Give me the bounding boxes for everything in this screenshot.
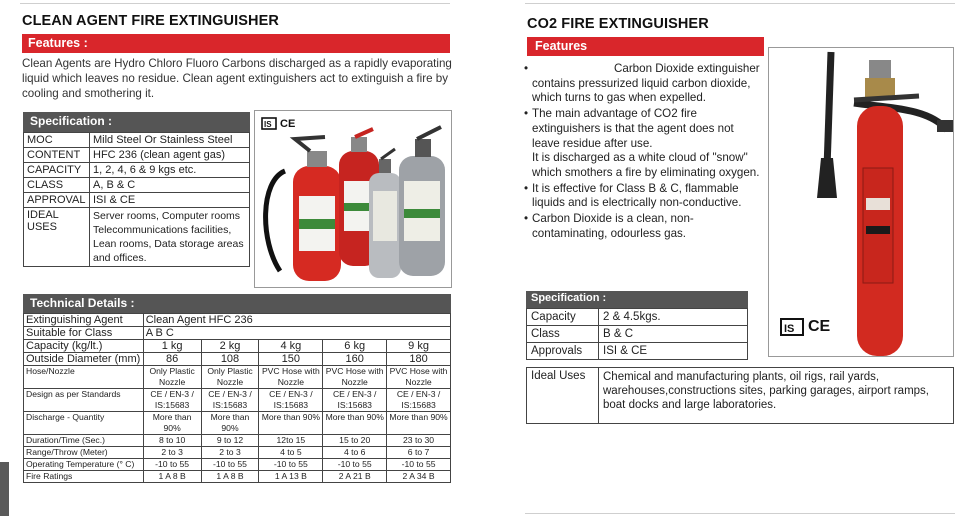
- clean-agent-technical-header: Technical Details :: [23, 294, 451, 313]
- tech-cell: -10 to 55: [143, 459, 201, 471]
- co2-feature-text: Carbon Dioxide is a clean, non-contaminating, odourless gas.: [532, 212, 694, 240]
- tech-cell: 23 to 30: [387, 435, 451, 447]
- tech-cell: -10 to 55: [387, 459, 451, 471]
- co2-feature-text: It is discharged as a white cloud of "snow" which smothers a fire by eliminating oxygen.: [532, 151, 760, 179]
- clean-agent-spec-header: Specification :: [23, 112, 250, 132]
- co2-ideal-uses-value: Chemical and manufacturing plants, oil rigs, rail yards, warehouses,constructions sites, parking garages, airport ramps, boat docks and large laboratories.: [599, 368, 954, 424]
- tech-row: [24, 435, 451, 447]
- top-divider-right: [525, 3, 955, 4]
- tech-cell: -10 to 55: [323, 459, 387, 471]
- spec-row-label: MOC: [24, 133, 90, 148]
- tech-cell: CE / EN-3 / IS:15683: [259, 389, 323, 412]
- clean-agent-photo: [254, 110, 452, 288]
- spec-row-value: ISI & CE: [90, 193, 250, 208]
- co2-spec-block: [526, 291, 748, 360]
- bullet-icon: •: [524, 107, 529, 121]
- tech-cell: 1 kg: [143, 340, 201, 353]
- clean-agent-technical-block: [23, 294, 451, 483]
- isi-mark-icon: [780, 318, 804, 336]
- co2-feature-item: [524, 212, 762, 241]
- tech-agent-value: Clean Agent HFC 236: [143, 314, 450, 327]
- tech-cell: PVC Hose with Nozzle: [387, 366, 451, 389]
- tech-cell: 9 to 12: [201, 435, 259, 447]
- co2-feature-text: It is effective for Class B & C, flammable liquids and is electrically non-conductive.: [532, 181, 742, 210]
- tech-cell: 4 kg: [259, 340, 323, 353]
- tech-row-label: Outside Diameter (mm): [24, 353, 144, 366]
- co2-spec-value: ISI & CE: [599, 343, 748, 360]
- tech-cell: 108: [201, 353, 259, 366]
- spec-row: [24, 178, 250, 193]
- spec-row-label: CAPACITY: [24, 163, 90, 178]
- tech-cell: 1 A 8 B: [143, 471, 201, 483]
- spec-row-value: Mild Steel Or Stainless Steel: [90, 133, 250, 148]
- tech-cell: 1 A 13 B: [259, 471, 323, 483]
- tech-row-label: Capacity (kg/lt.): [24, 340, 144, 353]
- tech-cell: 180: [387, 353, 451, 366]
- spec-row: [24, 208, 250, 267]
- tech-row-class: [24, 327, 451, 340]
- tech-cell: 2 to 3: [143, 447, 201, 459]
- co2-spec-row: [527, 343, 748, 360]
- clean-agent-title: CLEAN AGENT FIRE EXTINGUISHER: [22, 13, 279, 29]
- tech-row-label: Discharge - Quantity: [24, 412, 144, 435]
- co2-cert-marks: [780, 318, 830, 336]
- tech-row: [24, 459, 451, 471]
- spec-row-value: A, B & C: [90, 178, 250, 193]
- tech-row-label: Range/Throw (Meter): [24, 447, 144, 459]
- co2-spec-value: 2 & 4.5kgs.: [599, 309, 748, 326]
- tech-cell: 8 to 10: [143, 435, 201, 447]
- co2-ce-mark: CE: [808, 318, 831, 335]
- clean-agent-ce-mark: CE: [280, 117, 296, 130]
- co2-title: CO2 FIRE EXTINGUISHER: [527, 16, 709, 32]
- tech-cell: CE / EN-3 / IS:15683: [201, 389, 259, 412]
- tech-cell: 6 kg: [323, 340, 387, 353]
- tech-row: [24, 447, 451, 459]
- tech-row: [24, 389, 451, 412]
- tech-cell: -10 to 55: [201, 459, 259, 471]
- co2-extinguisher-illustration: [769, 48, 955, 358]
- tech-row-label: Duration/Time (Sec.): [24, 435, 144, 447]
- clean-agent-cert-marks: [261, 117, 295, 130]
- co2-spec-header: Specification :: [526, 291, 748, 308]
- co2-ideal-uses-row: [527, 368, 954, 424]
- clean-agent-spec-table: [23, 132, 250, 267]
- bottom-divider-right: [525, 513, 955, 514]
- tech-cell: 4 to 5: [259, 447, 323, 459]
- spec-row-label: CLASS: [24, 178, 90, 193]
- tech-cell: More than 90%: [201, 412, 259, 435]
- co2-spec-row: [527, 326, 748, 343]
- bullet-icon: •: [524, 181, 529, 195]
- tech-row: [24, 340, 451, 353]
- tech-row-label: Design as per Standards: [24, 389, 144, 412]
- tech-cell: 15 to 20: [323, 435, 387, 447]
- clean-agent-extinguishers-illustration: [255, 111, 453, 289]
- co2-spec-label: Capacity: [527, 309, 599, 326]
- spec-row: [24, 133, 250, 148]
- svg-text:IS: IS: [264, 120, 272, 129]
- spec-row-value: Server rooms, Computer rooms Telecommunications facilities, Lean rooms, Data storage areas and offices.: [90, 208, 250, 267]
- spec-row-label: APPROVAL: [24, 193, 90, 208]
- tech-row-agent: [24, 314, 451, 327]
- tech-class-value: A B C: [143, 327, 450, 340]
- tech-cell: -10 to 55: [259, 459, 323, 471]
- co2-spec-value: B & C: [599, 326, 748, 343]
- co2-feature-item: [524, 107, 762, 181]
- page-edge-marker: [0, 462, 9, 516]
- tech-cell: More than 90%: [387, 412, 451, 435]
- co2-features-header: Features: [527, 37, 764, 56]
- tech-class-label: Suitable for Class: [24, 327, 144, 340]
- co2-ideal-uses-table: [526, 367, 954, 424]
- tech-cell: More than 90%: [323, 412, 387, 435]
- co2-feature-text: Carbon Dioxide extinguisher contains pressurized liquid carbon dioxide, which turns to gas when expelled.: [532, 62, 760, 105]
- tech-cell: 9 kg: [387, 340, 451, 353]
- tech-cell: 150: [259, 353, 323, 366]
- tech-cell: 6 to 7: [387, 447, 451, 459]
- tech-row-label: Fire Ratings: [24, 471, 144, 483]
- tech-cell: CE / EN-3 / IS:15683: [143, 389, 201, 412]
- spec-row-label: CONTENT: [24, 148, 90, 163]
- tech-cell: PVC Hose with Nozzle: [259, 366, 323, 389]
- clean-agent-spec-block: [23, 112, 250, 267]
- tech-cell: 86: [143, 353, 201, 366]
- co2-features-list: [524, 62, 762, 242]
- clean-agent-features-text: Clean Agents are Hydro Chloro Fluoro Carbons discharged as a rapidly evaporating liquid which leaves no residue. Clean agent extinguishers act to extinguish a fire by cooling and smothering it.: [22, 57, 452, 100]
- isi-mark-icon: [261, 117, 277, 130]
- clean-agent-features-header: Features :: [22, 34, 450, 53]
- spec-row: [24, 148, 250, 163]
- tech-cell: CE / EN-3 / IS:15683: [323, 389, 387, 412]
- co2-feature-item: [524, 62, 762, 106]
- co2-feature-text: The main advantage of CO2 fire extinguishers is that the agent does not leave residue after use.: [532, 107, 734, 150]
- co2-spec-table: [526, 308, 748, 360]
- top-divider-left: [20, 3, 450, 4]
- bullet-icon: •: [524, 212, 529, 226]
- tech-cell: CE / EN-3 / IS:15683: [387, 389, 451, 412]
- tech-cell: More than 90%: [143, 412, 201, 435]
- tech-cell: PVC Hose with Nozzle: [323, 366, 387, 389]
- tech-cell: 160: [323, 353, 387, 366]
- spec-row-label: IDEAL USES: [24, 208, 90, 267]
- spec-row: [24, 163, 250, 178]
- tech-cell: 2 A 21 B: [323, 471, 387, 483]
- co2-spec-label: Class: [527, 326, 599, 343]
- tech-row-label: Operating Temperature (° C): [24, 459, 144, 471]
- spec-row-value: 1, 2, 4, 6 & 9 kgs etc.: [90, 163, 250, 178]
- tech-row: [24, 353, 451, 366]
- tech-cell: More than 90%: [259, 412, 323, 435]
- tech-cell: Only Plastic Nozzle: [143, 366, 201, 389]
- tech-cell: 1 A 8 B: [201, 471, 259, 483]
- tech-cell: 12to 15: [259, 435, 323, 447]
- co2-ideal-uses-label: Ideal Uses: [527, 368, 599, 424]
- tech-row-label: Hose/Nozzle: [24, 366, 144, 389]
- svg-text:IS: IS: [784, 323, 795, 335]
- bullet-icon: •: [524, 62, 529, 75]
- co2-feature-item: [524, 182, 762, 211]
- tech-cell: 2 kg: [201, 340, 259, 353]
- clean-agent-technical-table: [23, 313, 451, 483]
- tech-cell: Only Plastic Nozzle: [201, 366, 259, 389]
- tech-cell: 2 A 34 B: [387, 471, 451, 483]
- tech-agent-label: Extinguishing Agent: [24, 314, 144, 327]
- tech-row: [24, 366, 451, 389]
- tech-cell: 2 to 3: [201, 447, 259, 459]
- tech-row: [24, 412, 451, 435]
- co2-spec-label: Approvals: [527, 343, 599, 360]
- tech-cell: 4 to 6: [323, 447, 387, 459]
- co2-spec-row: [527, 309, 748, 326]
- spec-row-value: HFC 236 (clean agent gas): [90, 148, 250, 163]
- tech-row: [24, 471, 451, 483]
- co2-photo: [768, 47, 954, 357]
- spec-row: [24, 193, 250, 208]
